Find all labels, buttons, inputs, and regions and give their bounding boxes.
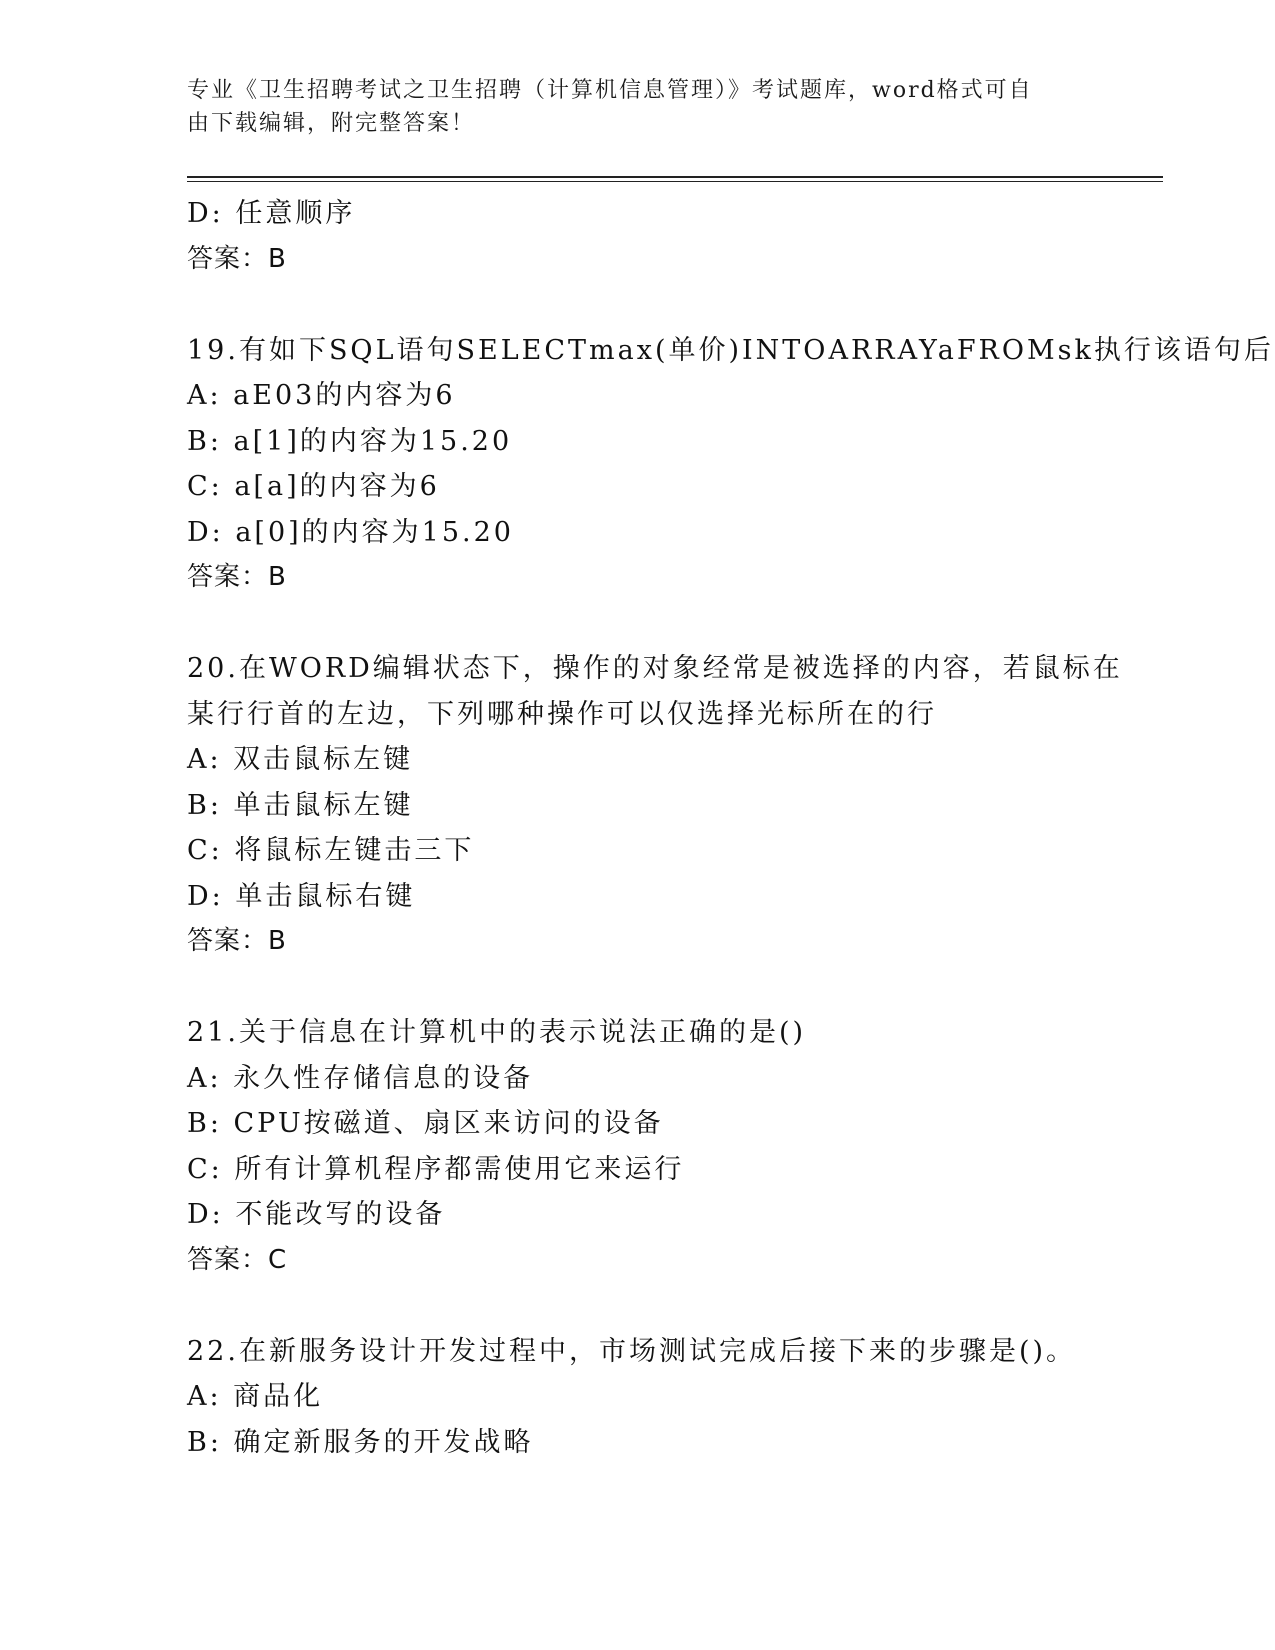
answer-line: 答案：B xyxy=(187,562,287,592)
header-line-2: 由下载编辑，附完整答案！ xyxy=(187,111,476,136)
question-stem: 22.在新服务设计开发过程中，市场测试完成后接下来的步骤是()。 xyxy=(187,1335,1077,1367)
spacer xyxy=(187,282,1087,328)
question-19 xyxy=(187,328,1274,601)
answer-line: 答案：C xyxy=(187,1244,288,1275)
option-c: C: 将鼠标左键击三下 xyxy=(187,835,475,866)
spacer xyxy=(187,1283,1087,1329)
question-stem-line-1: 20.在WORD编辑状态下，操作的对象经常是被选择的内容，若鼠标在 xyxy=(187,653,1123,684)
question-22 xyxy=(187,1329,1087,1466)
option-b: B: a[1]的内容为15.20 xyxy=(187,425,513,457)
option-a: A: aE03的内容为6 xyxy=(187,380,456,411)
document-header xyxy=(187,74,1067,140)
question-21 xyxy=(187,1010,1087,1283)
option-c: C: 所有计算机程序都需使用它来运行 xyxy=(187,1153,685,1185)
option-a: A: 双击鼠标左键 xyxy=(187,744,414,775)
option-b: B: 确定新服务的开发战略 xyxy=(187,1426,534,1458)
question-stem: 19.有如下SQL语句SELECTmax(单价)INTOARRAYaFROMsk执行该语句后 xyxy=(187,334,1274,366)
option-b: B: CPU按磁道、扇区来访问的设备 xyxy=(187,1108,664,1139)
option-d: D: 不能改写的设备 xyxy=(187,1199,446,1230)
header-line-1: 专业《卫生招聘考试之卫生招聘（计算机信息管理）》考试题库，word格式可自 xyxy=(187,78,1033,103)
answer-line: 答案：B xyxy=(187,243,287,274)
spacer xyxy=(187,965,1087,1011)
spacer xyxy=(187,601,1087,647)
answer-line: 答案：B xyxy=(187,926,287,956)
header-divider-thick xyxy=(187,176,1163,178)
option-b: B: 单击鼠标左键 xyxy=(187,789,414,821)
option-d: D: 单击鼠标右键 xyxy=(187,880,416,912)
question-stem: 21.关于信息在计算机中的表示说法正确的是() xyxy=(187,1017,807,1048)
option-d: D: 任意顺序 xyxy=(187,198,356,229)
option-c: C: a[a]的内容为6 xyxy=(187,471,440,502)
option-d: D: a[0]的内容为15.20 xyxy=(187,516,514,548)
question-20 xyxy=(187,646,1123,965)
question-stem-line-2: 某行行首的左边，下列哪种操作可以仅选择光标所在的行 xyxy=(187,698,937,730)
question-list xyxy=(187,191,1274,1465)
option-a: A: 商品化 xyxy=(187,1381,324,1412)
option-a: A: 永久性存储信息的设备 xyxy=(187,1062,534,1094)
header-divider-thin xyxy=(187,181,1163,182)
